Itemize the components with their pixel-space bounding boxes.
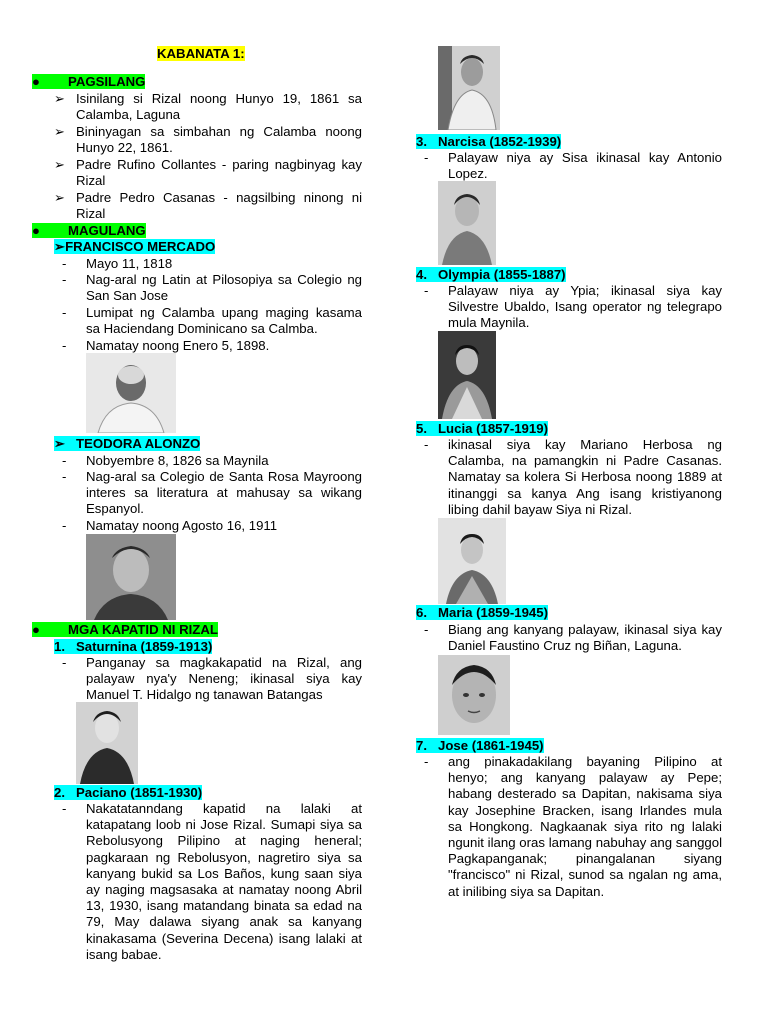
arrow-bullet-icon: ➢ xyxy=(54,124,66,139)
section-heading-magulang: ● MAGULANG xyxy=(32,223,146,238)
arrow-bullet-icon: ➢ xyxy=(54,157,66,172)
dash-bullet-icon: - xyxy=(62,655,67,670)
arrow-bullet-icon: ➢ xyxy=(54,239,66,254)
dash-bullet-icon: - xyxy=(424,150,429,165)
arrow-bullet-icon: ➢ xyxy=(54,436,66,451)
bullet-icon: ● xyxy=(32,622,40,637)
sibling-heading-paciano: 2. Paciano (1851-1930) xyxy=(54,785,203,800)
dash-bullet-icon: - xyxy=(424,283,429,298)
sibling-heading-jose: 7. Jose (1861-1945) xyxy=(416,738,544,753)
sibling-heading-narcisa: 3. Narcisa (1852-1939) xyxy=(416,134,562,149)
chapter-title: KABANATA 1: xyxy=(157,46,245,61)
dash-bullet-icon: - xyxy=(62,338,67,353)
arrow-bullet-icon: ➢ xyxy=(54,190,66,205)
dash-bullet-icon: - xyxy=(62,305,67,320)
sibling-heading-olympia: 4. Olympia (1855-1887) xyxy=(416,267,566,282)
dash-bullet-icon: - xyxy=(424,437,429,452)
section-heading-kapatid: ● MGA KAPATID NI RIZAL xyxy=(32,622,218,637)
dash-bullet-icon: - xyxy=(62,453,67,468)
sibling-heading-lucia: 5. Lucia (1857-1919) xyxy=(416,421,548,436)
portrait-saturnina xyxy=(76,702,138,784)
portrait-olympia xyxy=(438,181,496,265)
sibling-heading-maria: 6. Maria (1859-1945) xyxy=(416,605,548,620)
dash-bullet-icon: - xyxy=(62,272,67,287)
portrait-teodora-alonzo xyxy=(86,534,176,620)
bullet-icon: ● xyxy=(32,223,40,238)
dash-bullet-icon: - xyxy=(424,754,429,769)
dash-bullet-icon: - xyxy=(424,622,429,637)
portrait-lucia xyxy=(438,331,496,419)
parent-heading-teodora: ➢ TEODORA ALONZO xyxy=(54,436,201,451)
portrait-narcisa xyxy=(438,46,500,130)
dash-bullet-icon: - xyxy=(62,801,67,816)
dash-bullet-icon: - xyxy=(62,469,67,484)
sibling-heading-saturnina: 1. Saturnina (1859-1913) xyxy=(54,639,213,654)
portrait-jose xyxy=(438,655,510,735)
portrait-maria xyxy=(438,518,506,604)
parent-heading-francisco: ➢FRANCISCO MERCADO xyxy=(54,239,216,254)
section-heading-pagsilang: ● PAGSILANG xyxy=(32,74,146,89)
bullet-icon: ● xyxy=(32,74,40,89)
arrow-bullet-icon: ➢ xyxy=(54,91,66,106)
dash-bullet-icon: - xyxy=(62,518,67,533)
portrait-francisco-mercado xyxy=(86,353,176,433)
dash-bullet-icon: - xyxy=(62,256,67,271)
